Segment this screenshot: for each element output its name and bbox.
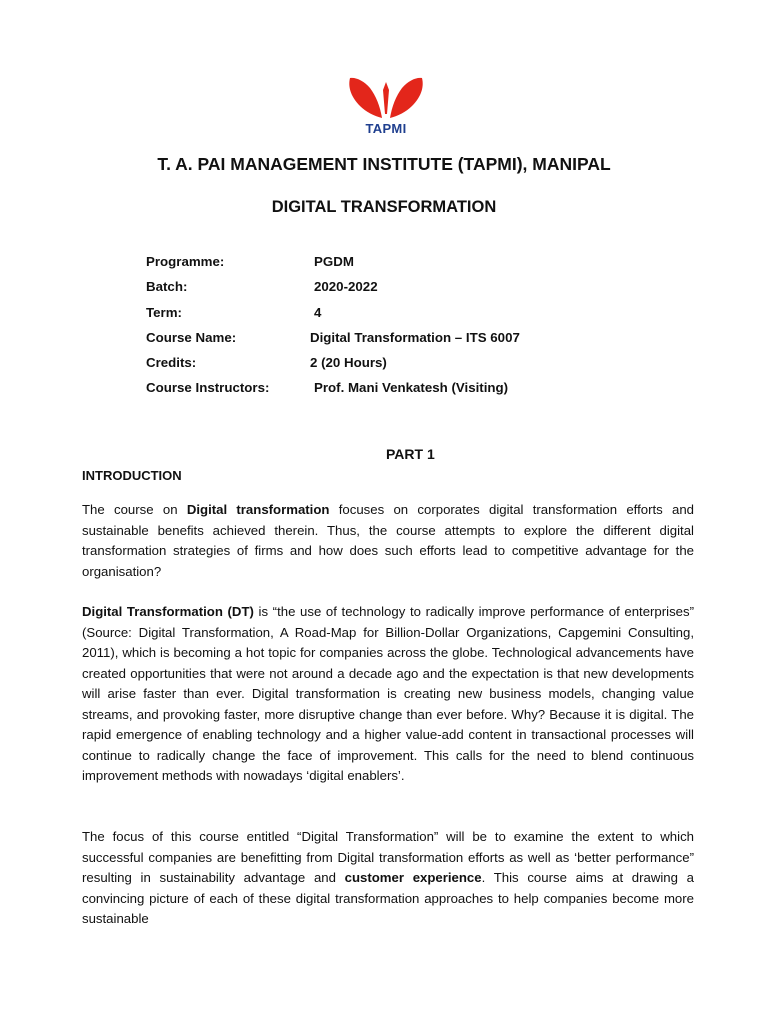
detail-value: PGDM	[314, 254, 354, 269]
detail-row-course-name	[146, 330, 646, 355]
detail-value: Digital Transformation – ITS 6007	[310, 329, 520, 345]
intro-paragraph-2	[82, 602, 694, 787]
detail-label: Programme:	[146, 254, 225, 269]
detail-value: Prof. Mani Venkatesh (Visiting)	[314, 380, 509, 396]
intro-paragraph-1	[82, 500, 694, 582]
paragraph-text: . This course aims at drawing a convincing picture of each of these digital transformation approaches to help companies become more sustainable	[82, 870, 694, 926]
paragraph-bold-text: Digital transformation	[186, 502, 330, 517]
butterfly-logo-icon	[346, 76, 426, 120]
introduction-heading: INTRODUCTION	[82, 468, 182, 483]
detail-row-instructors	[146, 380, 646, 405]
tapmi-logo	[346, 76, 426, 138]
detail-label: Credits:	[146, 355, 197, 371]
intro-paragraph-3	[82, 827, 694, 930]
paragraph-text: The focus of this course entitled “Digital Transformation” will be to examine the extent to which successful companies are benefitting from Digital transformation efforts as well as ‘better performance” resulting in sustainability advantage and	[82, 829, 694, 885]
detail-row-credits	[146, 355, 646, 380]
detail-label: Batch:	[146, 279, 188, 295]
paragraph-text: focuses on corporates digital transformation efforts and sustainable benefits achieved therein. Thus, the course attempts to explore the different digital transformation strategies of firms and how does such efforts lead to competitive advantage for the organisation?	[82, 502, 695, 579]
logo-text: TAPMI	[365, 121, 407, 136]
paragraph-text: is “the use of technology to radically improve performance of enterprises” (Source: Digital Transformation, A Road-Map for Billion-Dollar Organizations, Capgemini Consulting, 2011), which is becoming a hot topic for companies across the globe. Technological advancements have created opportunities that were not around a decade ago and the expectation is that new developments will arise faster than ever. Digital transformation is creating new business models, changing value streams, and provoking faster, more disruptive change than ever before. Why? Because it is digital. The rapid emergence of enabling technology and a higher value-add content in transactional processes will continue to radically change the face of improvement. This calls for the need to blend continuous improvement methods with nowadays ‘digital enablers’.	[82, 604, 694, 783]
detail-label: Course Name:	[146, 329, 237, 345]
detail-label: Course Instructors:	[146, 380, 270, 396]
paragraph-bold-text: customer experience	[344, 870, 482, 885]
detail-value: 2020-2022	[314, 279, 378, 295]
institute-title: T. A. PAI MANAGEMENT INSTITUTE (TAPMI), MANIPAL	[157, 154, 611, 174]
detail-row-term	[146, 305, 646, 330]
paragraph-text: The course on	[82, 502, 187, 517]
course-details	[146, 254, 646, 406]
course-title: DIGITAL TRANSFORMATION	[271, 198, 497, 216]
detail-value: 4	[314, 304, 322, 320]
detail-row-batch	[146, 279, 646, 304]
part-heading: PART 1	[386, 446, 435, 462]
detail-value: 2 (20 Hours)	[310, 355, 387, 371]
paragraph-bold-text: Digital Transformation (DT)	[82, 604, 254, 619]
detail-label: Term:	[146, 304, 182, 320]
detail-row-programme	[146, 254, 646, 279]
